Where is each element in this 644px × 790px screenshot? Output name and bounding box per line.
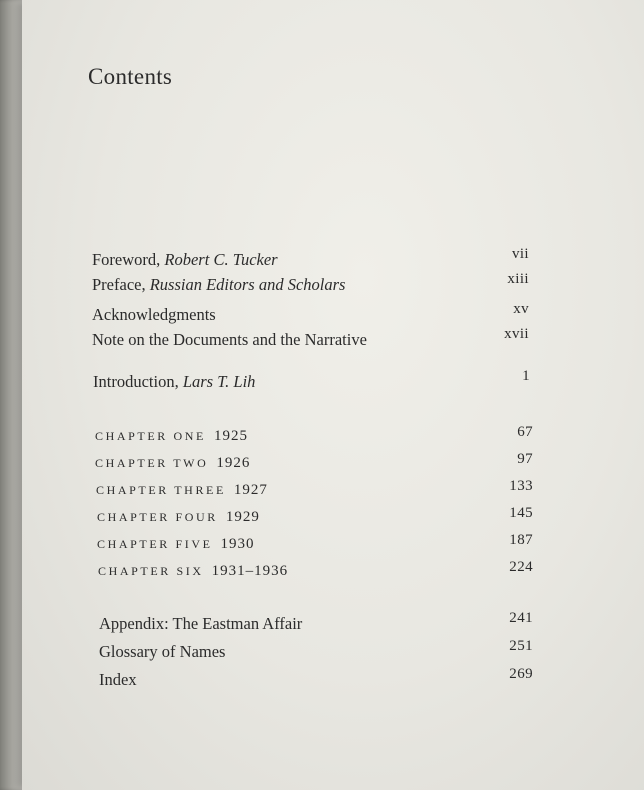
chapter-year: 1925 xyxy=(213,428,248,444)
toc-entry-title: Glossary of Names xyxy=(99,642,226,661)
contents-page xyxy=(22,0,644,790)
toc-entry-introduction xyxy=(93,368,533,396)
toc-page-number: xvii xyxy=(504,326,529,342)
toc-entry-title: Foreword, Robert C. Tucker xyxy=(92,250,278,269)
toc-entry-title: Acknowledgments xyxy=(92,305,216,324)
toc-page-number: 67 xyxy=(517,424,533,440)
page-title: Contents xyxy=(88,64,173,89)
toc-page-number: 224 xyxy=(509,559,533,575)
chapter-year: 1930 xyxy=(220,536,255,552)
toc-page-number: 97 xyxy=(517,451,533,467)
toc-entry-appendix xyxy=(99,610,533,638)
chapter-label: CHAPTER FIVE 1930 xyxy=(97,536,255,552)
toc-chapter-row xyxy=(95,451,533,479)
toc-entry-glossary xyxy=(99,638,533,666)
toc-page-number: xiii xyxy=(507,271,529,287)
toc-page-number: 145 xyxy=(509,505,533,521)
toc-entry-index xyxy=(99,666,533,694)
toc-entry-title: Appendix: The Eastman Affair xyxy=(99,614,303,633)
toc-chapter-row xyxy=(96,478,533,506)
toc-page-number: 251 xyxy=(509,638,533,654)
toc-chapter-row xyxy=(95,424,533,452)
toc-entry-title: Preface, Russian Editors and Scholars xyxy=(92,275,346,294)
chapter-year: 1931–1936 xyxy=(211,563,289,579)
chapter-year: 1929 xyxy=(225,509,260,525)
toc-entry-foreword xyxy=(92,246,532,274)
chapter-label: CHAPTER SIX 1931–1936 xyxy=(98,563,289,579)
toc-page-number: 1 xyxy=(522,368,530,384)
toc-entry-acknowledgments xyxy=(92,301,532,329)
chapter-year: 1926 xyxy=(216,455,251,471)
chapter-label: CHAPTER ONE 1925 xyxy=(95,428,248,444)
chapter-label: CHAPTER FOUR 1929 xyxy=(97,509,260,525)
chapter-label: CHAPTER TWO 1926 xyxy=(95,455,251,471)
toc-page-number: 133 xyxy=(509,478,533,494)
toc-chapter-row xyxy=(97,505,533,533)
chapter-year: 1927 xyxy=(233,482,268,498)
toc-page-number: 187 xyxy=(509,532,533,548)
toc-entry-note xyxy=(92,326,532,354)
toc-page-number: xv xyxy=(513,301,529,317)
toc-chapter-row xyxy=(97,532,533,560)
toc-chapter-row xyxy=(98,559,533,587)
toc-entry-preface xyxy=(92,271,532,299)
toc-page-number: vii xyxy=(511,246,529,262)
toc-entry-title: Note on the Documents and the Narrative xyxy=(92,330,367,349)
toc-page-number: 241 xyxy=(509,610,533,626)
toc-page-number: 269 xyxy=(509,666,533,682)
chapter-label: CHAPTER THREE 1927 xyxy=(96,482,268,498)
toc-entry-title: Index xyxy=(99,670,137,689)
toc-entry-title: Introduction, Lars T. Lih xyxy=(93,372,256,391)
